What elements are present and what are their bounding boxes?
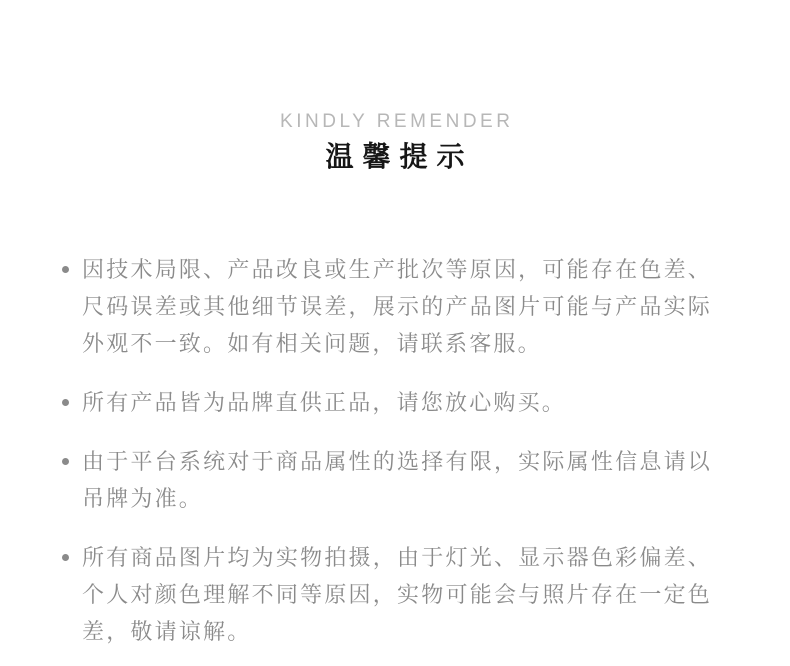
bullet-dot-icon	[62, 266, 69, 273]
notice-text: 由于平台系统对于商品属性的选择有限，实际属性信息请以吊牌为准。	[82, 449, 712, 511]
bullet-dot-icon	[62, 399, 69, 406]
notice-item	[62, 384, 712, 421]
bullet-dot-icon	[62, 554, 69, 561]
notice-item	[62, 443, 712, 517]
page-header	[0, 112, 790, 171]
bullet-dot-icon	[62, 458, 69, 465]
notice-text: 所有产品皆为品牌直供正品，请您放心购买。	[82, 390, 567, 415]
notice-text: 所有商品图片均为实物拍摄，由于灯光、显示器色彩偏差、个人对颜色理解不同等原因，实物可能会与照片存在一定色差，敬请谅解。	[82, 545, 712, 644]
notice-item	[62, 251, 712, 362]
notice-item	[62, 539, 712, 650]
notice-text: 因技术局限、产品改良或生产批次等原因，可能存在色差、尺码误差或其他细节误差，展示的产品图片可能与产品实际外观不一致。如有相关问题，请联系客服。	[82, 257, 712, 356]
page-title: 温馨提示	[325, 141, 474, 172]
notice-list	[62, 251, 712, 650]
english-subtitle: KINDLY REMENDER	[280, 111, 514, 132]
